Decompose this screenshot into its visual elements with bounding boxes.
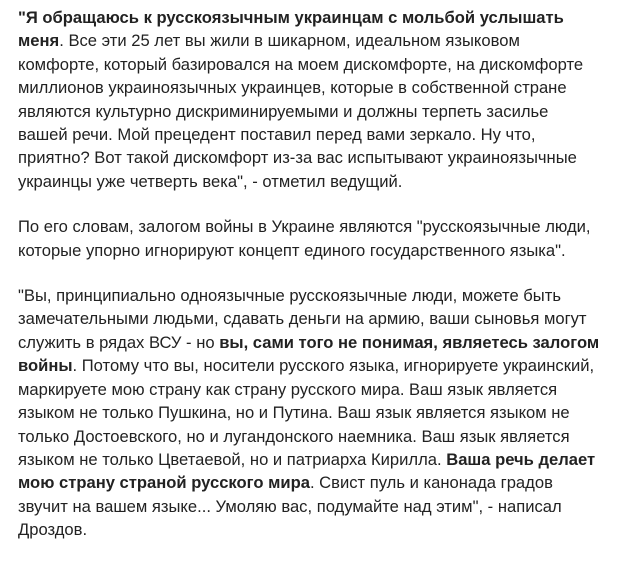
emphasis-bold: Ваша речь делает мою страну страной русского мира [18,449,596,493]
paragraph-text: . Потому что вы, носители русского языка, игнорируете украинский, маркируете мою страну как страну русского мира. Ваш язык является языком не только Пушкина, но и Путина. Ваш язык является языком не только Достоевского, но и лугандонского наемника. Ваш язык является языком не только Цветаевой, но и патриарха Кирилла. [18,356,595,469]
paragraph-text: По его словам, залогом войны в Украине являются "русскоязычные люди, которые упорно игнорируют концепт единого государственного языка". [18,217,591,260]
article-paragraph-2 [18,215,602,262]
article-paragraph-1 [18,6,602,193]
paragraph-text: . Свист пуль и канонада градов звучит на вашем языке... Умоляю вас, подумайте над этим", - написал Дроздов. [18,473,562,540]
paragraph-text: "Вы, принципиально одноязычные русскоязычные люди, можете быть замечательными людьми, сдавать деньги на армию, ваши сыновья могут служить в рядах ВСУ - но [18,286,587,352]
paragraph-text: . Все эти 25 лет вы жили в шикарном, идеальном языковом комфорте, который базировался на моем дискомфорте, на дискомфорте миллионов украиноязычных украинцев, которые в собственной стране являются культурно дискриминируемыми и должны терпеть засилье вашей речи. Мой прецедент поставил перед вами зеркало. Ну что, приятно? Вот такой дискомфорт из-за вас испытывают украиноязычные украинцы уже четверть века", - отметил ведущий. [18,31,584,191]
quote-lead-bold: "Я обращаюсь к русскоязычным украинцам с мольбой услышать меня [18,8,564,51]
emphasis-bold: вы, сами того не понимая, являетесь залогом войны [18,332,600,376]
article-paragraph-3 [18,284,602,541]
